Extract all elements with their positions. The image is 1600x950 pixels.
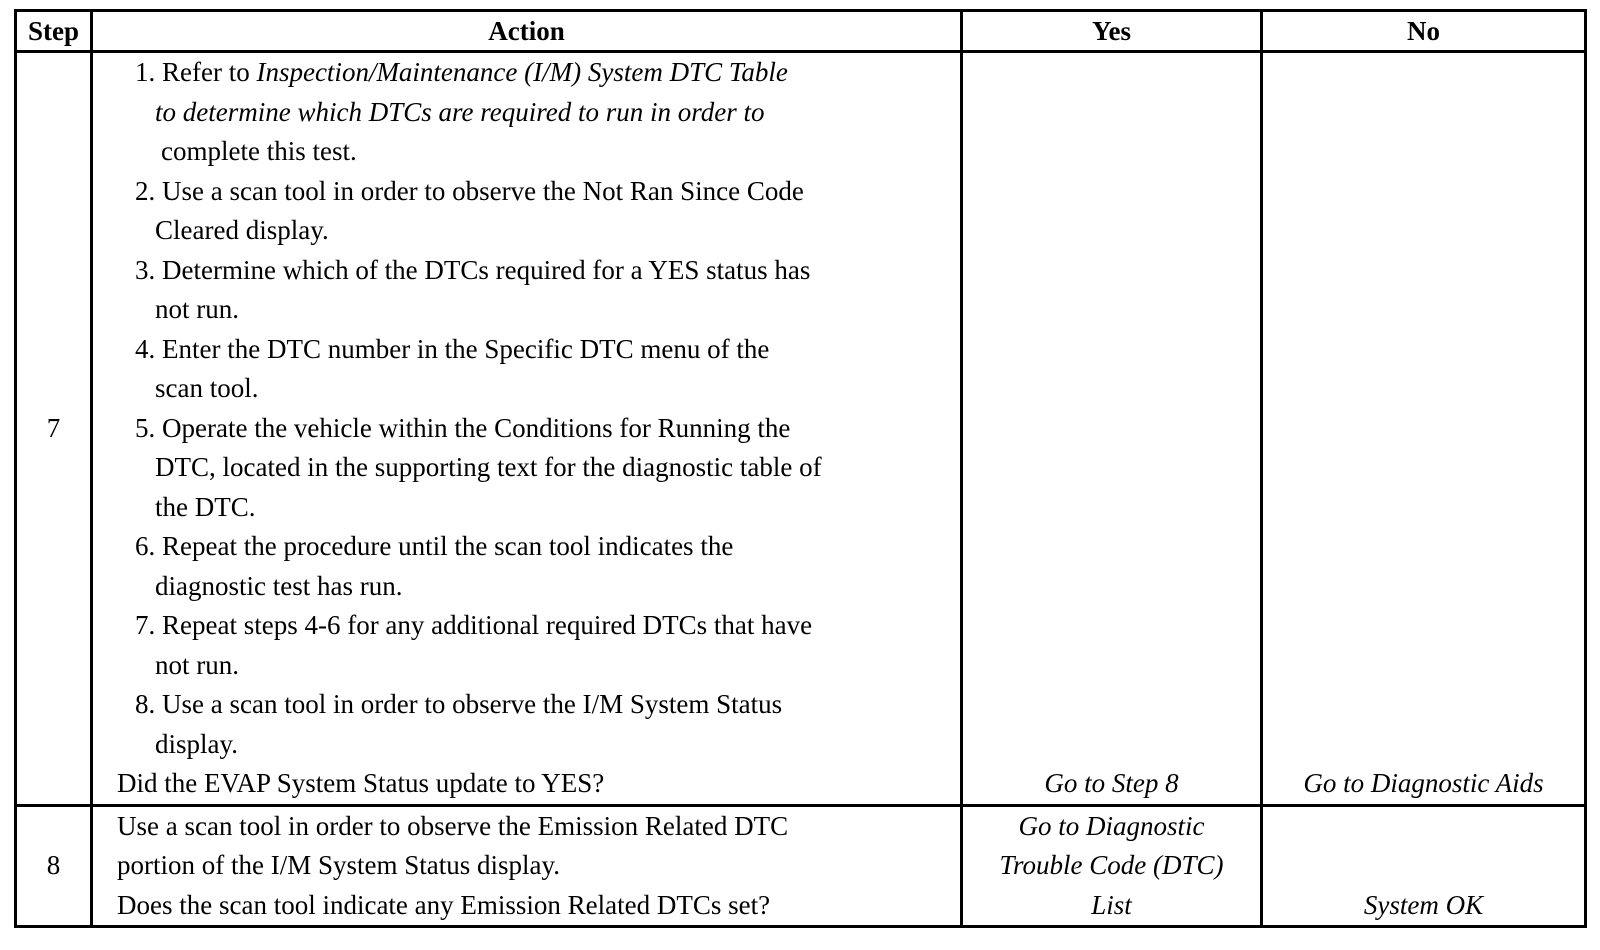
step-number: 8 <box>16 805 92 927</box>
list-item <box>135 606 960 685</box>
step-text: 2. Use a scan tool in order to observe the Not Ran Since Code <box>135 175 804 206</box>
header-no: No <box>1262 11 1586 52</box>
table-reference: Inspection/Maintenance (I/M) System DTC Table <box>256 57 788 87</box>
step-text-cont: display. <box>155 728 238 759</box>
action-cell <box>92 52 962 806</box>
list-item <box>135 53 960 172</box>
list-item <box>135 685 960 764</box>
step-text-cont: not run. <box>155 649 239 680</box>
step-text-cont: diagnostic test has run. <box>155 570 403 601</box>
yes-link[interactable]: Go to Diagnostic <box>1018 810 1205 841</box>
header-row <box>16 11 1586 52</box>
yes-link[interactable]: List <box>1091 889 1132 920</box>
no-answer <box>1262 52 1586 806</box>
list-item <box>135 527 960 606</box>
table-row-step-7 <box>16 52 1586 806</box>
step-text-cont: to determine which DTCs are required to run in order to <box>155 96 765 127</box>
step-text-cont: DTC, located in the supporting text for the diagnostic table of <box>155 452 822 482</box>
yes-answer <box>962 805 1262 927</box>
step-text-cont: complete this test. <box>161 136 357 166</box>
step-text: 8. Use a scan tool in order to observe the I/M System Status <box>135 689 783 719</box>
action-cell <box>92 805 962 927</box>
yes-link[interactable]: Go to Step 8 <box>1044 768 1179 798</box>
yes-link[interactable]: Trouble Code (DTC) <box>999 850 1224 880</box>
step-number: 7 <box>16 52 92 806</box>
no-link[interactable]: Go to Diagnostic Aids <box>1303 768 1544 798</box>
header-yes: Yes <box>962 11 1262 52</box>
list-item <box>135 409 960 528</box>
step-text-cont: the DTC. <box>155 491 256 522</box>
list-item <box>135 330 960 409</box>
step-text: 1. Refer to <box>135 57 257 87</box>
header-action: Action <box>92 11 962 52</box>
no-answer <box>1262 805 1586 927</box>
list-item <box>135 172 960 251</box>
table-row-step-8 <box>16 805 1586 927</box>
header-step: Step <box>16 11 92 52</box>
step-text: 3. Determine which of the DTCs required for a YES status has <box>135 254 811 285</box>
action-line: portion of the I/M System Status display. <box>117 850 560 880</box>
step-question: Does the scan tool indicate any Emission Related DTCs set? <box>117 889 771 920</box>
diagnostic-table <box>14 9 1587 928</box>
step-text-cont: Cleared display. <box>155 215 329 245</box>
step-text-cont: not run. <box>155 294 239 324</box>
yes-answer <box>962 52 1262 806</box>
step-text-cont: scan tool. <box>155 373 259 403</box>
action-line: Use a scan tool in order to observe the Emission Related DTC <box>117 810 789 841</box>
no-result: System OK <box>1363 889 1484 920</box>
step-text: 6. Repeat the procedure until the scan tool indicates the <box>135 531 734 561</box>
action-steps-list <box>117 53 960 764</box>
step-question: Did the EVAP System Status update to YES? <box>117 768 605 798</box>
step-text: 7. Repeat steps 4-6 for any additional required DTCs that have <box>135 610 813 640</box>
list-item <box>135 251 960 330</box>
step-text: 5. Operate the vehicle within the Conditions for Running the <box>135 412 791 443</box>
step-text: 4. Enter the DTC number in the Specific DTC menu of the <box>135 333 770 364</box>
